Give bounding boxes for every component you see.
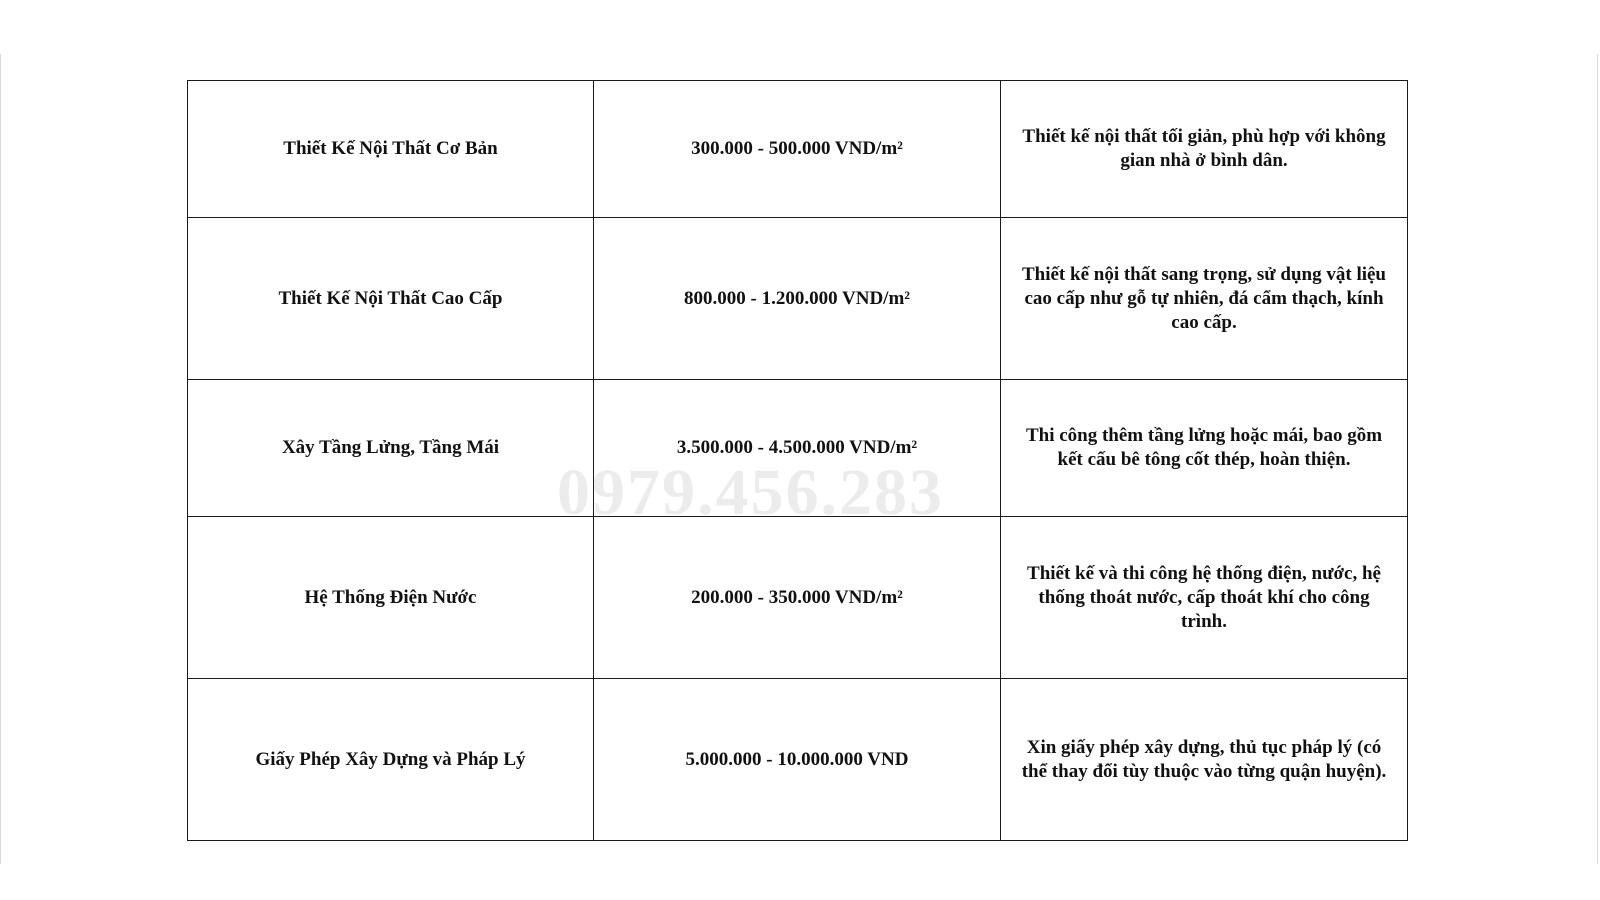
price-table	[187, 80, 1408, 841]
service-cell: Thiết Kế Nội Thất Cao Cấp	[188, 218, 594, 380]
service-cell: Giấy Phép Xây Dựng và Pháp Lý	[188, 679, 594, 841]
service-cell: Hệ Thống Điện Nước	[188, 517, 594, 679]
description-cell: Thi công thêm tầng lửng hoặc mái, bao gồm kết cấu bê tông cốt thép, hoàn thiện.	[1001, 380, 1408, 517]
service-cell: Thiết Kế Nội Thất Cơ Bản	[188, 81, 594, 218]
table-row	[188, 380, 1408, 517]
description-cell: Thiết kế và thi công hệ thống điện, nước, hệ thống thoát nước, cấp thoát khí cho công trình.	[1001, 517, 1408, 679]
service-cell: Xây Tầng Lửng, Tầng Mái	[188, 380, 594, 517]
phone-watermark: 0979.456.283	[557, 456, 944, 529]
price-cell: 300.000 - 500.000 VND/m²	[594, 81, 1001, 218]
page-edge-right	[1597, 54, 1598, 864]
table-row	[188, 679, 1408, 841]
description-cell: Thiết kế nội thất tối giản, phù hợp với không gian nhà ở bình dân.	[1001, 81, 1408, 218]
table-row	[188, 81, 1408, 218]
table-row	[188, 517, 1408, 679]
description-cell: Thiết kế nội thất sang trọng, sử dụng vật liệu cao cấp như gỗ tự nhiên, đá cẩm thạch, kính cao cấp.	[1001, 218, 1408, 380]
price-cell: 5.000.000 - 10.000.000 VND	[594, 679, 1001, 841]
description-cell: Xin giấy phép xây dựng, thủ tục pháp lý (có thể thay đổi tùy thuộc vào từng quận huyện).	[1001, 679, 1408, 841]
table-row	[188, 218, 1408, 380]
page-edge-left	[0, 54, 1, 864]
price-cell: 200.000 - 350.000 VND/m²	[594, 517, 1001, 679]
price-cell: 800.000 - 1.200.000 VND/m²	[594, 218, 1001, 380]
price-cell: 3.500.000 - 4.500.000 VND/m²	[594, 380, 1001, 517]
